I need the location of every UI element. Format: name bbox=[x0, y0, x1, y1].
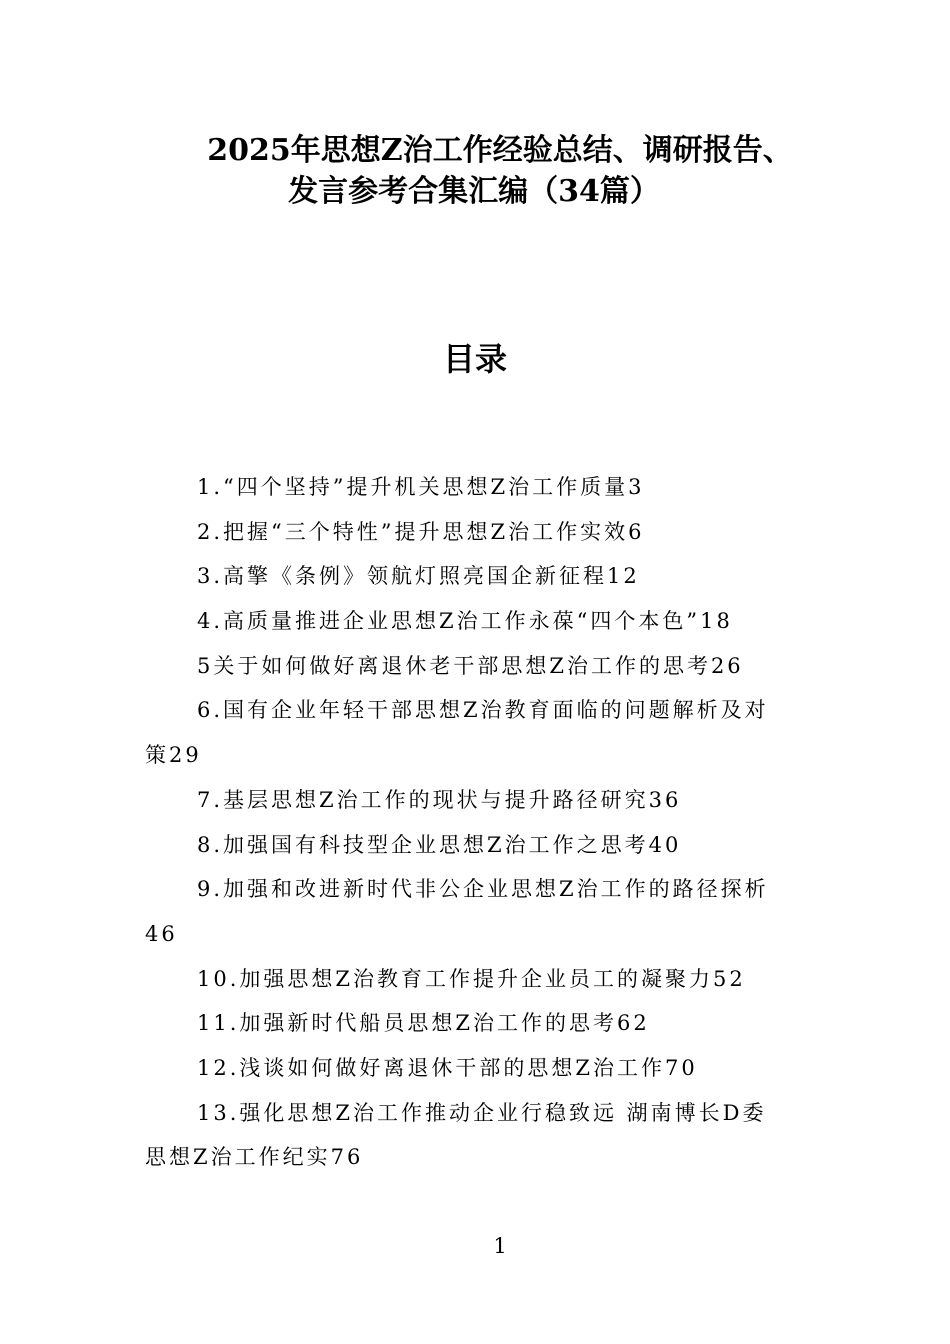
table-of-contents bbox=[145, 465, 825, 1180]
toc-entry-line: 5关于如何做好离退休老干部思想Z治工作的思考26 bbox=[197, 653, 744, 678]
page-number: 1 bbox=[493, 1234, 507, 1258]
toc-entry[interactable] bbox=[145, 867, 825, 956]
toc-entry[interactable] bbox=[145, 688, 825, 777]
toc-entry-line: 9.加强和改进新时代非公企业思想Z治工作的路径探析 bbox=[197, 877, 769, 902]
toc-entry-line: 10.加强思想Z治教育工作提升企业员工的凝聚力52 bbox=[197, 966, 746, 991]
toc-entry-line: 3.高擎《条例》领航灯照亮国企新征程12 bbox=[197, 564, 640, 589]
toc-heading: 目录 bbox=[442, 340, 507, 378]
toc-entry-line: 13.强化思想Z治工作推动企业行稳致远 湖南博长D委 bbox=[197, 1100, 767, 1125]
toc-entry[interactable] bbox=[145, 554, 825, 599]
toc-entry[interactable] bbox=[145, 1046, 825, 1091]
toc-entry-line: 8.加强国有科技型企业思想Z治工作之思考40 bbox=[197, 832, 682, 857]
toc-entry-line: 2.把握“三个特性”提升思想Z治工作实效6 bbox=[197, 519, 645, 544]
toc-entry-line: 4.高质量推进企业思想Z治工作永葆“四个本色”18 bbox=[197, 609, 733, 634]
toc-entry-line: 46 bbox=[145, 921, 178, 946]
toc-entry[interactable] bbox=[145, 465, 825, 510]
toc-entry-line: 7.基层思想Z治工作的现状与提升路径研究36 bbox=[197, 787, 682, 812]
toc-entry-line: 1.“四个坚持”提升机关思想Z治工作质量3 bbox=[197, 475, 645, 499]
toc-entry[interactable] bbox=[145, 778, 825, 823]
toc-entry[interactable] bbox=[145, 599, 825, 644]
toc-entry[interactable] bbox=[145, 1001, 825, 1046]
document-title-line-1: 2025年思想Z治工作经验总结、调研报告、 bbox=[207, 133, 793, 168]
toc-entry[interactable] bbox=[145, 510, 825, 555]
document-title-line-2: 发言参考合集汇编（34篇） bbox=[288, 174, 660, 209]
toc-entry[interactable] bbox=[145, 1091, 825, 1180]
toc-entry[interactable] bbox=[145, 644, 825, 689]
toc-entry-line: 12.浅谈如何做好离退休干部的思想Z治工作70 bbox=[197, 1055, 698, 1080]
toc-entry-line: 思想Z治工作纪实76 bbox=[145, 1145, 364, 1170]
toc-entry-line: 6.国有企业年轻干部思想Z治教育面临的问题解析及对 bbox=[197, 698, 769, 723]
toc-entry[interactable] bbox=[145, 823, 825, 868]
toc-entry[interactable] bbox=[145, 957, 825, 1002]
toc-entry-line: 11.加强新时代船员思想Z治工作的思考62 bbox=[197, 1011, 650, 1036]
toc-entry-line: 策29 bbox=[145, 743, 202, 768]
